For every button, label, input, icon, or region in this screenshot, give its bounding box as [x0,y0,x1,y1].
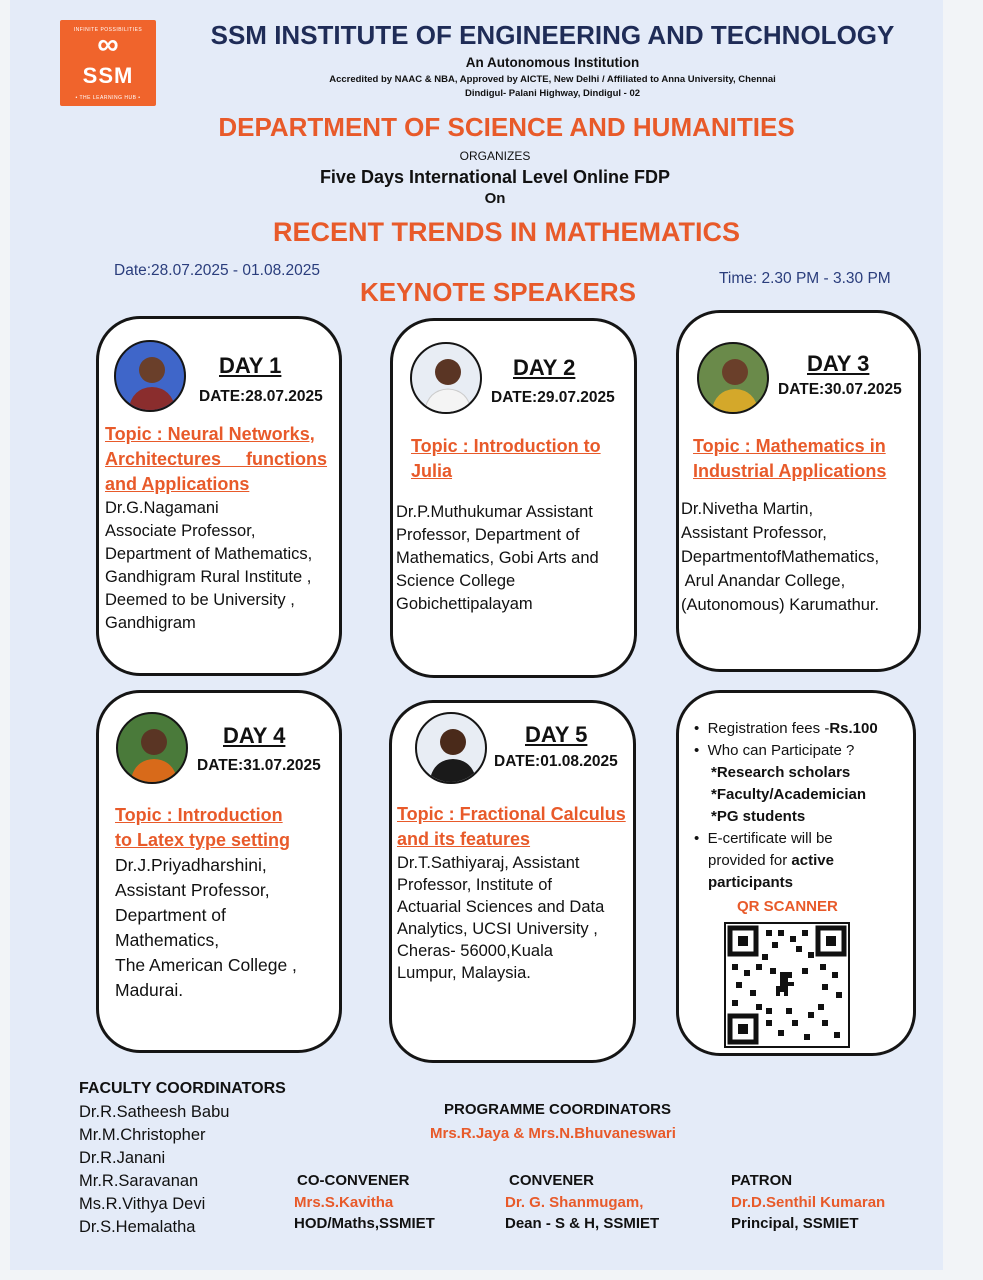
speaker-line: Analytics, UCSI University , [397,920,598,938]
faculty-name: Dr.R.Satheesh Babu [79,1103,230,1121]
programme-heading: PROGRAMME COORDINATORS [444,1101,671,1118]
institute-name: SSM INSTITUTE OF ENGINEERING AND TECHNOLOGY [210,20,895,50]
ssm-logo [60,20,156,106]
speaker-1 [105,497,312,635]
speaker-line: DepartmentofMathematics, [681,548,880,566]
qr-label: QR SCANNER [737,898,838,915]
logo-tagline-bottom: • THE LEARNING HUB • [75,95,141,101]
coconvener-name: Mrs.S.Kavitha [294,1194,394,1211]
speaker-line: Gobichettipalayam [396,595,533,613]
programme-names: Mrs.R.Jaya & Mrs.N.Bhuvaneswari [430,1125,676,1142]
speaker-line: Professor, Department of [396,526,580,544]
day-date-2: DATE:29.07.2025 [491,389,615,406]
faculty-name: Mr.M.Christopher [79,1126,206,1144]
day-date-4: DATE:31.07.2025 [197,757,321,774]
speaker-line: Deemed to be University , [105,591,295,609]
speaker-line: Dr.Nivetha Martin, [681,500,814,518]
day-label-3: DAY 3 [807,351,870,376]
speaker-line: (Autonomous) Karumathur. [681,596,880,614]
faculty-name: Dr.R.Janani [79,1149,166,1167]
speaker-line: Gandhigram Rural Institute , [105,568,312,586]
speaker-line: Lumpur, Malaysia. [397,964,531,982]
speaker-line: Madurai. [115,980,184,1000]
who-list [694,762,878,828]
speaker-3 [681,497,879,617]
speaker-line: Arul Anandar College, [681,572,846,590]
accreditation: Accredited by NAAC & NBA, Approved by AICTE, New Delhi / Affiliated to Anna University, Chennai [329,74,776,85]
topic-line: Industrial Applications [693,461,887,481]
event-name: Five Days International Level Online FDP [319,167,671,187]
fdp-title: RECENT TRENDS IN MATHEMATICS [273,217,740,247]
speaker-line: Assistant Professor, [681,524,827,542]
day-label-5: DAY 5 [525,722,588,747]
topic-4 [115,803,290,853]
cert-bold: active [791,852,834,869]
patron-heading: PATRON [731,1172,793,1189]
fees-value: Rs.100 [829,720,878,737]
speaker-line: Gandhigram [105,614,196,632]
who-item: • Who can Participate ? [694,742,855,759]
day-date-5: DATE:01.08.2025 [494,753,618,770]
speaker-line: Science College [396,572,516,590]
speaker-line: Dr.G.Nagamani [105,499,219,517]
event-time: Time: 2.30 PM - 3.30 PM [719,270,891,287]
topic-line: Topic : Mathematics in [693,436,886,456]
topic-line: Topic : Neural Networks, [105,424,315,444]
speaker-line: Actuarial Sciences and Data [397,898,605,916]
patron-name: Dr.D.Senthil Kumaran [731,1194,886,1211]
day-label-1: DAY 1 [219,353,282,378]
department-title: DEPARTMENT OF SCIENCE AND HUMANITIES [218,112,795,142]
topic-line: Topic : Introduction to [411,436,601,456]
speaker-5 [397,852,604,984]
logo-tagline-top: INFINITE POSSIBILITIES [73,27,143,33]
faculty-name: Dr.S.Hemalatha [79,1218,196,1236]
who-label: Who can Participate ? [707,742,855,759]
day-label-2: DAY 2 [513,355,576,380]
topic-line: Architectures functions [105,449,328,469]
speaker-photo-3 [697,342,769,414]
speaker-photo-5 [415,712,487,784]
convener-role: Dean - S & H, SSMIET [505,1215,660,1232]
convener-name: Dr. G. Shanmugam, [505,1194,644,1211]
organizes-label: ORGANIZES [459,149,531,163]
fees-label: Registration fees - [707,720,830,737]
faculty-name: Mr.R.Saravanan [79,1172,199,1190]
speaker-2 [396,501,599,616]
topic-1 [105,422,327,497]
topic-line: Topic : Fractional Calculus [397,804,626,824]
topic-3 [693,434,886,484]
day-date-3: DATE:30.07.2025 [778,381,902,398]
qr-code[interactable] [724,922,850,1048]
cert-line-3: participants [708,874,794,891]
speaker-line: Associate Professor, [105,522,256,540]
autonomous-label: An Autonomous Institution [465,55,640,70]
speaker-photo-1 [114,340,186,412]
speaker-line: Dr.T.Sathiyaraj, Assistant [397,854,580,872]
faculty-name: Ms.R.Vithya Devi [79,1195,206,1213]
who-entry: *PG students [711,808,806,825]
speaker-line: Dr.P.Muthukumar Assistant [396,503,593,521]
fees-item: • Registration fees -Rs.100 [694,720,878,737]
who-entry: *Research scholars [711,764,851,781]
on-label: On [484,190,506,207]
topic-line: and Applications [105,474,250,494]
speaker-line: Department of Mathematics, [105,545,313,563]
topic-line: to Latex type setting [115,830,291,850]
speaker-photo-2 [410,342,482,414]
coconvener-role: HOD/Maths,SSMIET [294,1215,435,1232]
infinity-icon: ∞ [97,28,119,61]
topic-2 [411,434,601,484]
address: Dindigul- Palani Highway, Dindigul - 02 [464,88,641,99]
event-date: Date:28.07.2025 - 01.08.2025 [114,262,320,279]
convener-heading: CONVENER [509,1172,595,1189]
topic-line: Topic : Introduction [115,805,283,825]
speaker-line: Assistant Professor, [115,880,270,900]
speaker-line: Dr.J.Priyadharshini, [115,855,267,875]
logo-name: SSM [82,63,134,88]
day-label-4: DAY 4 [223,723,286,748]
speaker-line: Mathematics, Gobi Arts and [396,549,599,567]
speaker-line: The American College , [115,955,297,975]
speaker-line: Professor, Institute of [397,876,552,894]
day-date-1: DATE:28.07.2025 [199,388,323,405]
speaker-line: Department of [115,905,226,925]
speaker-4 [115,853,297,1003]
topic-line: and its features [397,829,531,849]
cert-line-2 [694,850,878,872]
cert-item: • E-certificate will be [694,830,833,847]
faculty-heading: FACULTY COORDINATORS [79,1080,286,1097]
faculty-list [79,1101,229,1239]
topic-line: Julia [411,461,453,481]
who-entry: *Faculty/Academician [711,786,867,803]
patron-role: Principal, SSMIET [731,1215,859,1232]
cert-line: E-certificate will be [707,830,833,847]
registration-info [694,718,878,894]
keynote-heading: KEYNOTE SPEAKERS [360,277,636,307]
coconvener-heading: CO-CONVENER [297,1172,410,1189]
cert-text: provided for [708,852,792,869]
speaker-line: Mathematics, [115,930,220,950]
speaker-photo-4 [116,712,188,784]
topic-5 [397,802,626,852]
speaker-line: Cheras- 56000,Kuala [397,942,553,960]
